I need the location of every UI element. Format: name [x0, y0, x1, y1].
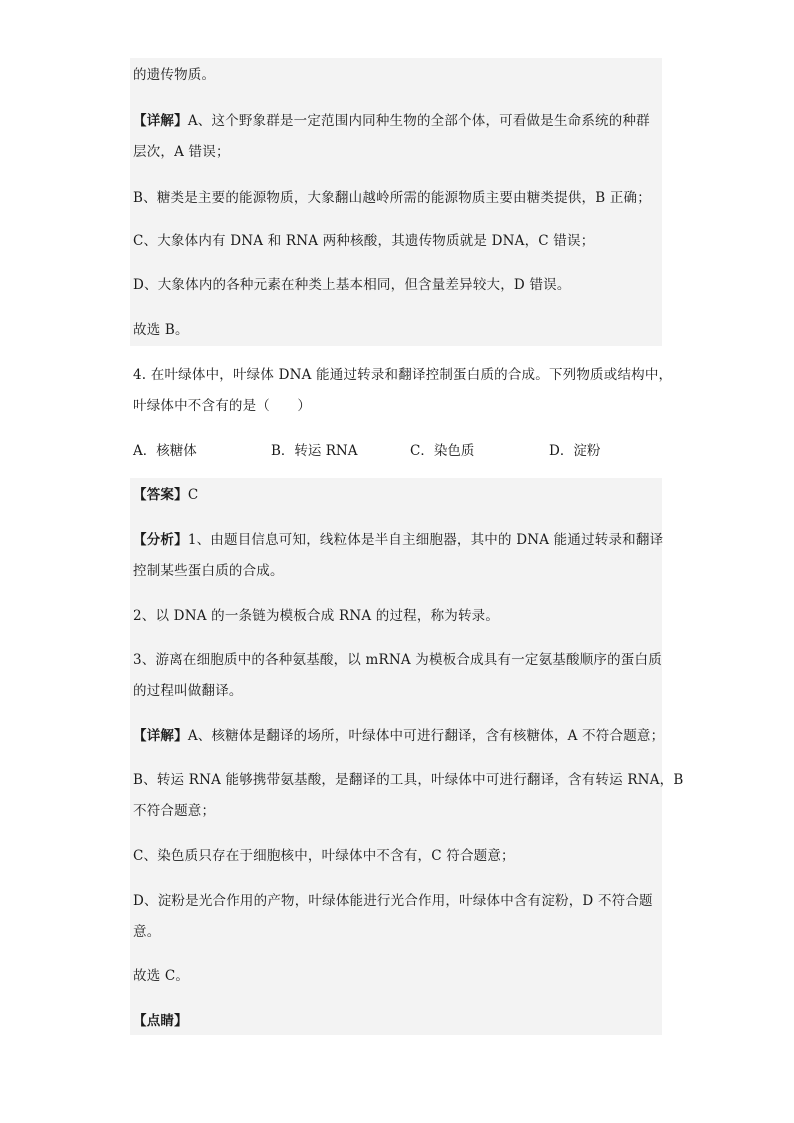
prev-detail-c: C、大象体内有 DNA 和 RNA 两种核酸，其遗传物质就是 DNA，C 错误；: [133, 233, 595, 249]
analysis-1-line2: 控制某些蛋白质的合成。: [133, 563, 284, 579]
answer-value: C: [187, 487, 199, 503]
question4-option-d: D．淀粉: [549, 443, 601, 459]
answer-line: [133, 486, 198, 504]
prev-conclusion: 故选 B。: [133, 322, 189, 338]
analysis-3-line2: 的过程叫做翻译。: [133, 683, 243, 699]
question4-stem-line1: 4. 在叶绿体中，叶绿体 DNA 能通过转录和翻译控制蛋白质的合成。下列物质或结构中，: [133, 367, 673, 383]
prev-detail-a-line2: 层次，A 错误；: [133, 144, 230, 160]
answer-detail-d-line1: D、淀粉是光合作用的产物，叶绿体能进行光合作用，叶绿体中含有淀粉，D 不符合题: [133, 893, 653, 909]
question4-option-a: A．核糖体: [133, 443, 197, 459]
answer-detail-tag: 【详解】: [133, 728, 188, 744]
answer-conclusion: 故选 C。: [133, 968, 190, 984]
answer-detail-a-text: A、核糖体是翻译的场所，叶绿体中可进行翻译，含有核糖体，A 不符合题意；: [187, 728, 665, 744]
prev-detail-d: D、大象体内的各种元素在种类上基本相同，但含量差异较大，D 错误。: [133, 277, 571, 293]
prev-detail-a-text: A、这个野象群是一定范围内同种生物的全部个体，可看做是生命系统的种群: [187, 113, 650, 129]
comment-tag: 【点睛】: [133, 1013, 188, 1029]
answer-detail-c: C、染色质只存在于细胞核中，叶绿体中不含有，C 符合题意；: [133, 848, 515, 864]
answer-detail-a: [133, 727, 664, 745]
analysis-1-line1: [133, 531, 663, 549]
analysis-2: 2、以 DNA 的一条链为模板合成 RNA 的过程，称为转录。: [133, 608, 500, 624]
question4-stem-line2: 叶绿体中不含有的是（ ）: [133, 398, 312, 414]
prev-detail-b: B、糖类是主要的能源物质，大象翻山越岭所需的能源物质主要由糖类提供，B 正确；: [133, 190, 651, 206]
detail-tag: 【详解】: [133, 113, 188, 129]
analysis-3-line1: 3、游离在细胞质中的各种氨基酸，以 mRNA 为模板合成具有一定氨基酸顺序的蛋白质: [133, 652, 662, 668]
answer-detail-b-line1: B、转运 RNA 能够携带氨基酸，是翻译的工具，叶绿体中可进行翻译，含有转运 RNA，B: [133, 772, 684, 788]
analysis-tag: 【分析】: [133, 532, 188, 548]
answer-tag: 【答案】: [133, 487, 188, 503]
prev-explanation-tail: 的遗传物质。: [133, 67, 216, 83]
question4-option-b: B．转运 RNA: [271, 443, 358, 459]
prev-detail-a-line1: [133, 112, 650, 130]
question4-option-c: C．染色质: [410, 443, 475, 459]
answer-detail-d-line2: 意。: [133, 924, 161, 940]
answer-detail-b-line2: 不符合题意；: [133, 803, 216, 819]
analysis-1-text: 1、由题目信息可知，线粒体是半自主细胞器，其中的 DNA 能通过转录和翻译: [187, 532, 664, 548]
